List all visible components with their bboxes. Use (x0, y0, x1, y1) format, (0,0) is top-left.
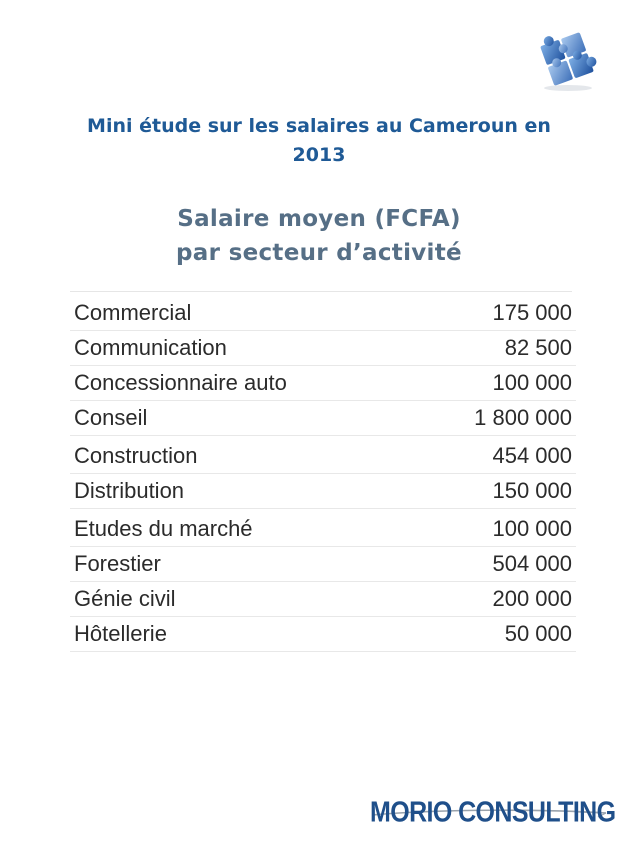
sector-cell: Construction (70, 436, 412, 474)
table-row (70, 547, 576, 582)
brand-logo (370, 796, 616, 830)
brand-name: MORIO CONSULTING (370, 796, 616, 829)
title-line-2: 2013 (292, 144, 346, 166)
salary-cell: 100 000 (412, 509, 576, 547)
table-row (70, 509, 576, 547)
sector-cell: Etudes du marché (70, 509, 412, 547)
table-row (70, 582, 576, 617)
section-subtitle (0, 202, 638, 270)
salary-cell: 200 000 (412, 582, 576, 617)
salary-cell: 175 000 (412, 296, 576, 331)
document-title (20, 112, 618, 170)
salary-cell: 1 800 000 (412, 401, 576, 436)
salary-cell: 82 500 (412, 331, 576, 366)
sector-cell: Génie civil (70, 582, 412, 617)
table-row (70, 401, 576, 436)
puzzle-icon (532, 26, 602, 92)
salary-cell: 100 000 (412, 366, 576, 401)
salary-cell: 504 000 (412, 547, 576, 582)
salary-cell: 50 000 (412, 617, 576, 652)
sector-cell: Commercial (70, 296, 412, 331)
salary-table (70, 296, 576, 652)
sector-cell: Hôtellerie (70, 617, 412, 652)
sector-cell: Communication (70, 331, 412, 366)
sector-cell: Forestier (70, 547, 412, 582)
salary-cell: 454 000 (412, 436, 576, 474)
table-row (70, 331, 576, 366)
sector-cell: Concessionnaire auto (70, 366, 412, 401)
subtitle-line-2: par secteur d’activité (176, 240, 462, 266)
table-row (70, 436, 576, 474)
salary-cell: 150 000 (412, 474, 576, 509)
table-row (70, 366, 576, 401)
table-top-divider (70, 291, 572, 292)
title-line-1: Mini étude sur les salaires au Cameroun en (87, 115, 551, 137)
sector-cell: Conseil (70, 401, 412, 436)
subtitle-line-1: Salaire moyen (FCFA) (177, 206, 461, 232)
table-row (70, 474, 576, 509)
table-row (70, 296, 576, 331)
sector-cell: Distribution (70, 474, 412, 509)
table-row (70, 617, 576, 652)
